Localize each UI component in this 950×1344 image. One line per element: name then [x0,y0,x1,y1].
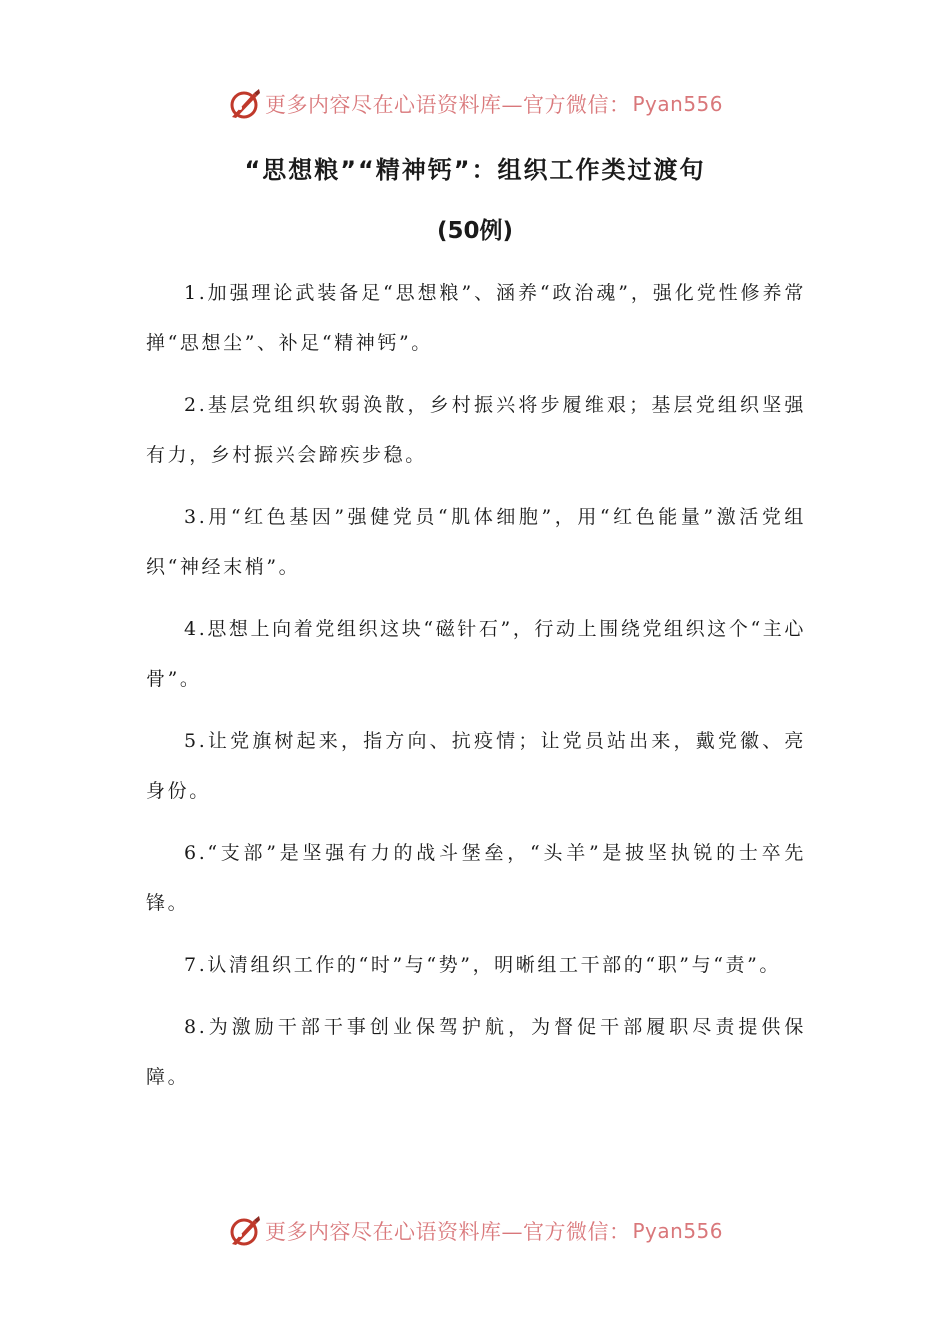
header-banner [0,84,950,124]
document-title: “思想粮”“精神钙”：组织工作类过渡句 [244,156,706,184]
quill-pen-logo-icon [227,87,261,121]
banner-wechat-handle: Pyan556 [632,1219,723,1243]
document-subtitle: (50例) [436,218,514,244]
list-item: 3.用“红色基因”强健党员“肌体细胞”，用“红色能量”激活党组织“神经末梢”。 [146,506,806,578]
list-item: 8.为激励干部干事创业保驾护航，为督促干部履职尽责提供保障。 [146,1016,806,1088]
list-item: 4.思想上向着党组织这块“磁针石”，行动上围绕党组织这个“主心骨”。 [146,618,806,690]
banner-wechat-handle: Pyan556 [632,92,723,116]
banner-site-text: 更多内容尽在心语资料库—官方微信： [264,93,631,117]
footer-banner [0,1211,950,1251]
quill-pen-logo-icon [227,1214,261,1248]
list-item: 6.“支部”是坚强有力的战斗堡垒，“头羊”是披坚执锐的士卒先锋。 [146,842,806,914]
list-item: 1.加强理论武装备足“思想粮”、涵养“政治魂”，强化党性修养常掸“思想尘”、补足“精神钙”。 [146,282,806,354]
list-item: 2.基层党组织软弱涣散，乡村振兴将步履维艰；基层党组织坚强有力，乡村振兴会蹄疾步稳。 [146,394,806,466]
banner-site-text: 更多内容尽在心语资料库—官方微信： [264,1220,631,1244]
transition-sentence-list [146,268,806,1114]
list-item: 7.认清组织工作的“时”与“势”，明晰组工干部的“职”与“责”。 [184,954,782,976]
list-item: 5.让党旗树起来，指方向、抗疫情；让党员站出来，戴党徽、亮身份。 [146,730,806,802]
